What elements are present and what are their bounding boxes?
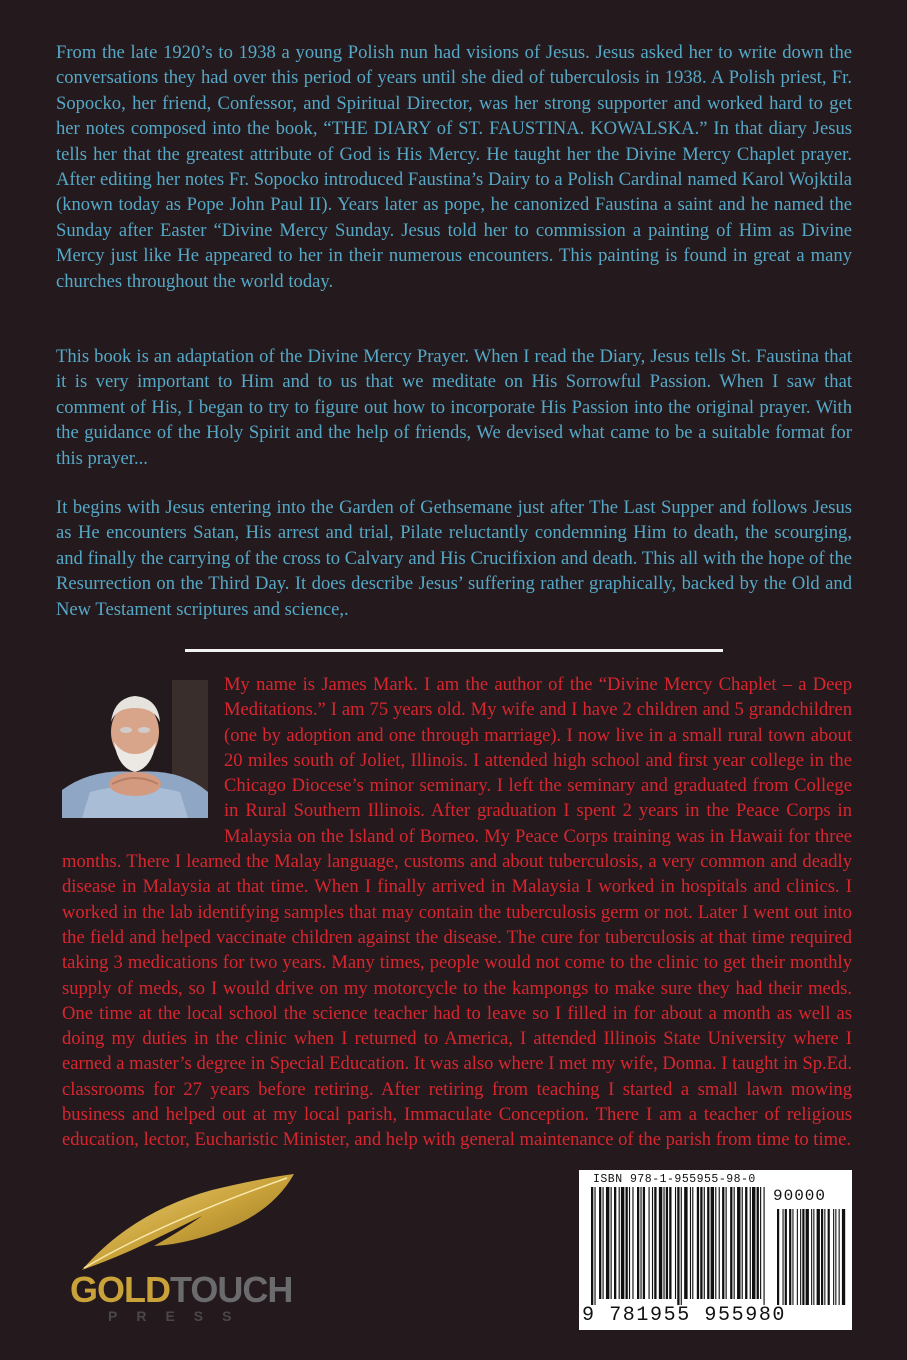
barcode-addon-bar	[835, 1209, 836, 1305]
barcode-bar	[603, 1187, 604, 1299]
barcode-bar	[707, 1187, 709, 1299]
barcode-bar	[677, 1187, 679, 1305]
barcode-bar	[614, 1187, 616, 1299]
barcode-addon-bar	[833, 1209, 834, 1305]
barcode-addon-bar	[806, 1209, 809, 1305]
publisher-press-label: PRESS	[108, 1308, 251, 1324]
barcode-bar	[632, 1187, 633, 1299]
barcode-bar	[669, 1187, 671, 1299]
barcode-bar	[719, 1187, 720, 1299]
description-paragraph-1: From the late 1920’s to 1938 a young Polish nun had visions of Jesus. Jesus asked her to write down the conversations they had over this period of years until she died of tuberculosis in 1938. A Polish priest, Fr. Sopocko, her friend, Confessor, and Spiritual Director, was her strong supporter and worked hard to get her notes composed into the book, “THE DIARY of ST. FAUSTINA. KOWALSKA.” In that diary Jesus tells her that the greatest attribute of God is His Mercy. He taught her the Divine Mercy Chaplet prayer. After editing her notes Fr. Sopocko introduced Faustina’s Dairy to a Polish Cardinal named Karol Wojktila (known today as Pope John Paul II). Years later as pope, he canonized Faustina a saint and he named the Sunday after Easter “Divine Mercy Sunday. Jesus told her to commission a painting of Him as Divine Mercy just like He appeared to her in their numerous encounters. This painting is found in great a many churches throughout the world today.	[56, 42, 852, 292]
barcode-bar	[757, 1187, 759, 1299]
barcode-bar	[606, 1187, 609, 1299]
barcode-addon-bar	[777, 1209, 779, 1305]
barcode-bar	[621, 1187, 624, 1299]
isbn-label: ISBN 978-1-955955-98-0	[593, 1173, 756, 1186]
barcode-bar	[737, 1187, 740, 1299]
barcode-bar	[619, 1187, 620, 1299]
quill-icon	[62, 1172, 307, 1272]
barcode-addon-bar	[842, 1209, 845, 1305]
barcode-bar	[654, 1187, 656, 1299]
barcode-bar	[681, 1187, 682, 1305]
barcode-bar	[711, 1187, 714, 1299]
barcode-addon-bar	[828, 1209, 830, 1305]
barcode-addon-bar	[821, 1209, 823, 1305]
barcode-bar	[700, 1187, 702, 1299]
author-bio	[62, 672, 852, 1153]
barcode-addon-bar	[797, 1209, 798, 1305]
barcode-bar	[722, 1187, 724, 1299]
barcode-bar	[666, 1187, 668, 1299]
barcode-bar	[750, 1187, 751, 1299]
section-divider	[185, 649, 723, 652]
barcode-bar	[640, 1187, 641, 1299]
barcode-bar	[692, 1187, 693, 1299]
barcode-bar	[652, 1187, 653, 1299]
barcode-addon-bar	[817, 1209, 820, 1305]
isbn-barcode	[579, 1170, 852, 1330]
barcode-addon-bar	[789, 1209, 791, 1305]
barcode-bar	[742, 1187, 743, 1299]
barcode-bar	[675, 1187, 676, 1299]
barcode-bar	[734, 1187, 735, 1299]
publisher-logo	[62, 1172, 307, 1332]
barcode-bar	[594, 1187, 595, 1305]
barcode-bar	[643, 1187, 645, 1299]
barcode-addon-bar	[824, 1209, 825, 1305]
barcode-bar	[591, 1187, 593, 1305]
barcode-addon-bar	[802, 1209, 804, 1305]
description-paragraph-2: This book is an adaptation of the Divine Mercy Prayer. When I read the Diary, Jesus tells St. Faustina that it is very important to Him and to us that we meditate on His Sorrowful Passion. When I saw that comment of His, I began to try to figure out how to incorporate His Passion into the original prayer. With the guidance of the Holy Spirit and the help of friends, We devised what came to be a suitable format for this prayer...	[56, 346, 852, 469]
barcode-bar	[704, 1187, 705, 1299]
barcode-bar	[764, 1187, 765, 1305]
barcode-addon-bar	[813, 1209, 814, 1305]
barcode-bar	[649, 1187, 650, 1299]
barcode-addon-bar	[785, 1209, 787, 1305]
barcode-bar	[684, 1187, 687, 1299]
barcode-addon-bar	[800, 1209, 801, 1305]
publisher-name-silver: TOUCH	[170, 1269, 293, 1310]
barcode-bar	[629, 1187, 630, 1299]
barcode-bar	[611, 1187, 612, 1299]
barcode-bar	[697, 1187, 699, 1299]
barcode-bar	[690, 1187, 691, 1299]
barcode-bar	[626, 1187, 628, 1299]
barcode-bar	[726, 1187, 727, 1299]
barcode-bar	[637, 1187, 639, 1299]
barcode-bars	[587, 1187, 847, 1305]
barcode-bar	[730, 1187, 732, 1299]
price-code: 90000	[773, 1187, 827, 1205]
publisher-name-gold: GOLD	[70, 1269, 170, 1310]
barcode-bar	[760, 1187, 761, 1299]
author-bio-text: My name is James Mark. I am the author of the “Divine Mercy Chaplet – a Deep Meditations.” I am 75 years old. My wife and I have 2 children and 5 grandchildren (one by adoption and one through marriage). I now live in a small rural town about 20 miles south of Joliet, Illinois. I attended high school and first year college in the Chicago Diocese’s minor seminary. I left the seminary and graduated from College in Rural Southern Illinois. After graduation I spent 2 years in the Peace Corps in Malaysia on the Island of Borneo. My Peace Corps training was in Hawaii for three months. There I learned the Malay language, customs and about tuberculosis, a very common and deadly disease in Malaysia at that time. When I finally arrived in Malaysia I worked in hospitals and clinics. I worked in the lab identifying samples that may contain the tuberculosis germ or not. Later I went out into the field and helped vaccinate children against the disease. The cure for tuberculosis at that time required taking 3 medications for two years. Many times, people would not come to the clinic to get their monthly supply of meds, so I would drive on my motorcycle to the kampongs to make sure they had their meds. One time at the local school the science teacher had to leave so I filled in for about a month as well as doing my duties in the clinic when I returned to America, I attended Illinois State University where I earned a master’s degree in Special Education. It was also where I met my wife, Donna. I taught in Sp.Ed. classrooms for 27 years before retiring. After retiring from teaching I started a small lawn mowing business and helped out at my local parish, Immaculate Conception. There I am a teacher of religious education, lector, Eucharistic Minister, and help with general maintenance of the parish from time to time.	[62, 674, 852, 1151]
publisher-name	[70, 1270, 292, 1310]
barcode-addon-bar	[839, 1209, 840, 1305]
barcode-addon-bar	[783, 1209, 784, 1305]
barcode-bar	[659, 1187, 662, 1299]
barcode-bar	[599, 1187, 601, 1299]
barcode-bar	[715, 1187, 716, 1299]
isbn-digits: 9 781955 955980	[582, 1304, 787, 1327]
barcode-bar	[752, 1187, 755, 1299]
description-paragraph-3: It begins with Jesus entering into the Garden of Gethsemane just after The Last Supper and follows Jesus as He encounters Satan, His arrest and trial, Pilate reluctantly condemning Him to death, the scourging, and finally the carrying of the cross to Calvary and His Crucifixion and death. This all with the hope of the Resurrection on the Third Day. It does describe Jesus’ suffering rather graphically, backed by the Old and New Testament scriptures and science,.	[56, 497, 852, 620]
barcode-bar	[745, 1187, 747, 1299]
barcode-addon-bar	[811, 1209, 812, 1305]
barcode-bar	[663, 1187, 664, 1299]
barcode-addon-bar	[792, 1209, 793, 1305]
